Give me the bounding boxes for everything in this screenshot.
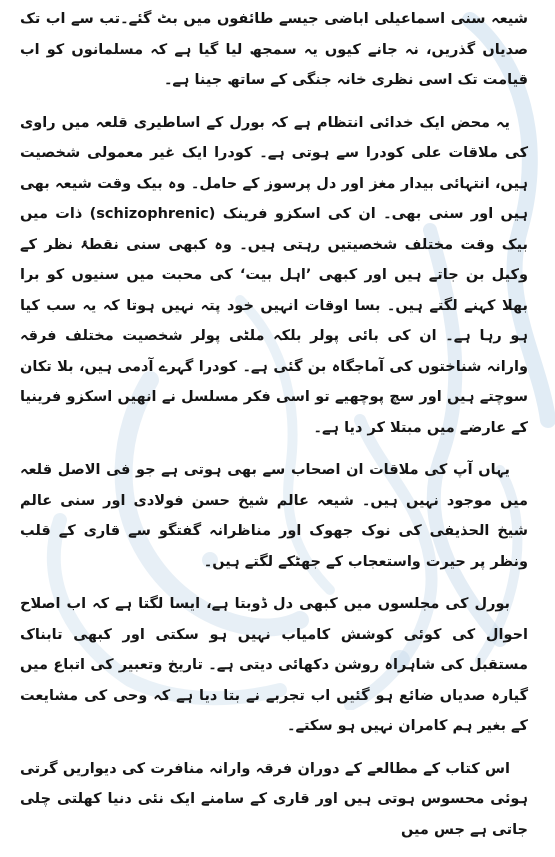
paragraph: یہاں آپ کی ملاقات ان اصحاب سے بھی ہوتی ہے جو فی الاصل قلعہ میں موجود نہیں ہیں۔ شیعہ عالم شیخ حسن فولادی اور سنی عالم شیخ الحذیفی کی نوک جھوک اور مناظرانہ گفتگو سے قاری کے قلب ونظر پر حیرت واستعجاب کے جھٹکے لگتے ہیں۔ — [20, 462, 528, 570]
paragraph: اس کتاب کے مطالعے کے دوران فرقہ وارانہ منافرت کی دیواریں گرتی ہوئی محسوس ہوتی ہیں اور قاری کے سامنے ایک نئی دنیا کھلتی چلی جاتی ہے جس میں — [20, 760, 528, 838]
urdu-text-body — [20, 4, 528, 857]
paragraph: بورل کی مجلسوں میں کبھی دل ڈوبتا ہے، ایسا لگتا ہے کہ اب اصلاح احوال کی کوئی کوشش کامیاب نہیں ہو سکتی اور کبھی تابناک مستقبل کی شاہراہ روشن دکھائی دیتی ہے۔ تاریخ وتعبیر کی اتباع میں گیارہ صدیاں ضائع ہو گئیں اب تجربے نے بتا دیا ہے کہ وحی کی مشایعت کے بغیر ہم کامران نہیں ہو سکتے۔ — [20, 596, 528, 734]
paragraph: شیعہ سنی اسماعیلی اباضی جیسے طائفوں میں بٹ گئے۔تب سے اب تک صدیاں گذریں، نہ جانے کیوں یہ سمجھ لیا گیا ہے کہ مسلمانوں کو اب قیامت تک اسی نظری خانہ جنگی کے ساتھ جینا ہے۔ — [20, 11, 528, 88]
paragraph: یہ محض ایک خدائی انتظام ہے کہ بورل کے اساطیری قلعہ میں راوی کی ملاقات علی کودرا سے ہوتی ہے۔ کودرا ایک غیر معمولی شخصیت ہیں، انتہائی بیدار مغز اور دل پرسوز کے حامل۔ وہ بیک وقت شیعہ بھی ہیں اور سنی بھی۔ ان کی اسکزو فرینک (schizophrenic) ذات میں بیک وقت مختلف شخصیتیں رہتی ہیں۔ وہ کبھی سنی نقطۂ نظر کے وکیل بن جاتے ہیں اور کبھی ’اہل بیت‘ کی محبت میں سنیوں کو برا بھلا کہنے لگتے ہیں۔ بسا اوقات انہیں خود پتہ نہیں ہوتا کہ یہ سب کیا ہو رہا ہے۔ ان کی بائی پولر بلکہ ملٹی پولر شخصیت مختلف فرقہ وارانہ شناختوں کی آماجگاہ بن گئی ہے۔ کودرا گہرے آدمی ہیں، بلا تکان سوچتے ہیں اور سچ پوچھیے تو اسی فکر مسلسل نے انھیں اسکزو فرینیا کے عارضے میں مبتلا کر دیا ہے۔ — [20, 114, 528, 436]
